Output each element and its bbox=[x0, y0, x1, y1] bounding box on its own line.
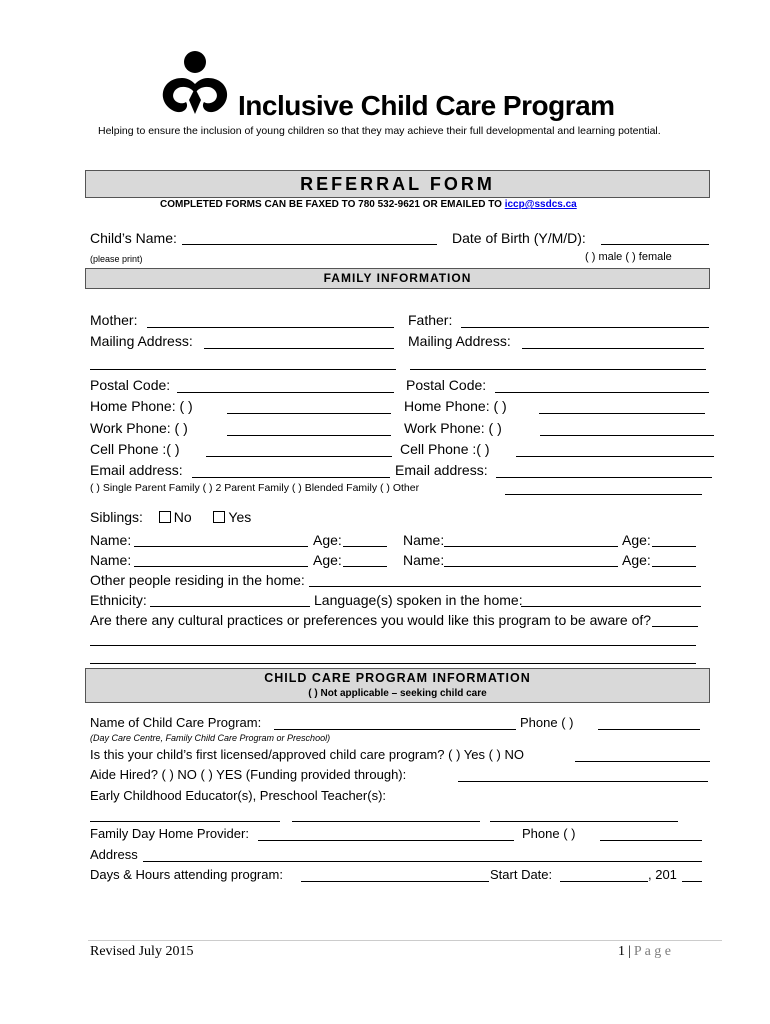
ethnicity-field[interactable] bbox=[150, 606, 310, 607]
sibling4-age-label: Age: bbox=[622, 552, 651, 568]
sibling3-name-label: Name: bbox=[90, 552, 132, 568]
mother-postal-label: Postal Code: bbox=[90, 377, 171, 393]
page-number: 1 | P a g e bbox=[618, 944, 672, 959]
siblings-label: Siblings: bbox=[90, 509, 143, 525]
father-cell-phone-label: Cell Phone :( ) bbox=[400, 441, 490, 457]
father-email-field[interactable] bbox=[496, 477, 712, 478]
sibling3-age-label: Age: bbox=[313, 552, 342, 568]
sibling2-name-label: Name: bbox=[403, 532, 445, 548]
family-info-header bbox=[85, 268, 710, 289]
tagline: Helping to ensure the inclusion of young children so that they may achieve their full developmental and learning potential. bbox=[98, 125, 661, 137]
submission-instructions bbox=[160, 199, 577, 210]
days-hours-label: Days & Hours attending program: bbox=[90, 867, 283, 882]
father-work-phone-label: Work Phone: ( ) bbox=[404, 420, 502, 436]
start-date-label: Start Date: bbox=[490, 867, 553, 882]
program-logo-icon bbox=[152, 48, 238, 120]
cultural-line3[interactable] bbox=[90, 663, 696, 664]
educators-label: Early Childhood Educator(s), Preschool Teacher(s): bbox=[90, 788, 387, 803]
gender-options[interactable]: ( ) male ( ) female bbox=[585, 251, 672, 263]
father-label: Father: bbox=[408, 312, 453, 328]
sibling1-name-field[interactable] bbox=[134, 546, 308, 547]
father-mailing-line2[interactable] bbox=[410, 369, 706, 370]
childs-name-label: Child’s Name: bbox=[90, 230, 177, 246]
form-title-box bbox=[85, 170, 710, 198]
father-mailing-label: Mailing Address: bbox=[408, 333, 511, 349]
mother-mailing-line2[interactable] bbox=[90, 369, 396, 370]
father-email-label: Email address: bbox=[395, 462, 488, 478]
mother-home-phone-label: Home Phone: ( ) bbox=[90, 398, 193, 414]
revised-date: Revised July 2015 bbox=[90, 944, 194, 959]
father-mailing-field[interactable] bbox=[522, 348, 704, 349]
sibling3-name-field[interactable] bbox=[134, 566, 308, 567]
cultural-question: Are there any cultural practices or preferences you would like this program to be aware of? bbox=[90, 612, 652, 628]
sibling4-name-field[interactable] bbox=[444, 566, 618, 567]
fdh-phone-label: Phone ( ) bbox=[522, 826, 576, 841]
mother-mailing-label: Mailing Address: bbox=[90, 333, 193, 349]
siblings-yes-label: Yes bbox=[228, 509, 252, 525]
mother-email-field[interactable] bbox=[192, 477, 390, 478]
siblings-no-checkbox[interactable] bbox=[159, 511, 171, 523]
father-home-phone-label: Home Phone: ( ) bbox=[404, 398, 507, 414]
program-phone-field[interactable] bbox=[598, 729, 700, 730]
sibling2-age-field[interactable] bbox=[652, 546, 696, 547]
not-applicable-option[interactable]: ( ) Not applicable – seeking child care bbox=[308, 688, 487, 699]
address-field[interactable] bbox=[143, 861, 702, 862]
fdh-provider-label: Family Day Home Provider: bbox=[90, 826, 249, 841]
mother-postal-field[interactable] bbox=[177, 392, 394, 393]
page-num-value: 1 bbox=[618, 944, 625, 959]
mother-cell-phone-field[interactable] bbox=[206, 456, 392, 457]
cultural-line2[interactable] bbox=[90, 645, 696, 646]
program-type-hint: (Day Care Centre, Family Child Care Program or Preschool) bbox=[90, 733, 331, 743]
sibling1-name-label: Name: bbox=[90, 532, 132, 548]
educator-field-2[interactable] bbox=[292, 821, 480, 822]
sibling2-name-field[interactable] bbox=[444, 546, 618, 547]
father-work-phone-field[interactable] bbox=[540, 435, 714, 436]
childcare-info-header bbox=[85, 668, 710, 703]
sibling4-name-label: Name: bbox=[403, 552, 445, 568]
instructions-text: COMPLETED FORMS CAN BE FAXED TO 780 532-9621 OR EMAILED TO bbox=[160, 199, 505, 210]
mother-email-label: Email address: bbox=[90, 462, 183, 478]
ethnicity-label: Ethnicity: bbox=[90, 592, 147, 608]
program-name-label: Name of Child Care Program: bbox=[90, 715, 262, 730]
start-date-field[interactable] bbox=[560, 881, 648, 882]
address-label: Address bbox=[90, 847, 138, 862]
educator-field-3[interactable] bbox=[490, 821, 678, 822]
educator-field-1[interactable] bbox=[90, 821, 280, 822]
father-field[interactable] bbox=[461, 327, 709, 328]
mother-label: Mother: bbox=[90, 312, 138, 328]
siblings-row bbox=[90, 509, 251, 525]
please-print-note: (please print) bbox=[90, 254, 143, 264]
father-postal-field[interactable] bbox=[495, 392, 709, 393]
other-people-label: Other people residing in the home: bbox=[90, 572, 305, 588]
language-field[interactable] bbox=[521, 606, 701, 607]
year-field[interactable] bbox=[682, 881, 702, 882]
program-phone-label: Phone ( ) bbox=[520, 715, 574, 730]
family-info-title: FAMILY INFORMATION bbox=[323, 271, 472, 285]
aide-question[interactable]: Aide Hired? ( ) NO ( ) YES (Funding provided through): bbox=[90, 767, 407, 782]
sibling4-age-field[interactable] bbox=[652, 566, 696, 567]
days-hours-field[interactable] bbox=[301, 881, 489, 882]
form-title: REFERRAL FORM bbox=[300, 174, 495, 194]
mother-mailing-field[interactable] bbox=[204, 348, 394, 349]
page-word: P a g e bbox=[633, 944, 672, 959]
other-people-field[interactable] bbox=[309, 586, 701, 587]
family-type-other-field[interactable] bbox=[505, 494, 702, 495]
sibling3-age-field[interactable] bbox=[343, 566, 387, 567]
year-suffix: , 201 bbox=[648, 867, 677, 882]
program-title: Inclusive Child Care Program bbox=[238, 90, 615, 121]
dob-field[interactable] bbox=[601, 244, 709, 245]
cultural-field[interactable] bbox=[652, 626, 698, 627]
father-cell-phone-field[interactable] bbox=[516, 456, 714, 457]
siblings-yes-checkbox[interactable] bbox=[213, 511, 225, 523]
mother-work-phone-field[interactable] bbox=[227, 435, 391, 436]
father-home-phone-field[interactable] bbox=[539, 413, 705, 414]
mother-home-phone-field[interactable] bbox=[227, 413, 391, 414]
family-type-options[interactable]: ( ) Single Parent Family ( ) 2 Parent Family ( ) Blended Family ( ) Other bbox=[90, 482, 420, 494]
dob-label: Date of Birth (Y/M/D): bbox=[452, 230, 586, 246]
siblings-no-label: No bbox=[173, 509, 192, 525]
fdh-provider-field[interactable] bbox=[258, 840, 514, 841]
sibling1-age-label: Age: bbox=[313, 532, 342, 548]
mother-work-phone-label: Work Phone: ( ) bbox=[90, 420, 188, 436]
sibling1-age-field[interactable] bbox=[343, 546, 387, 547]
footer-divider bbox=[88, 940, 722, 941]
mother-cell-phone-label: Cell Phone :( ) bbox=[90, 441, 180, 457]
childs-name-field[interactable] bbox=[182, 244, 437, 245]
program-name-field[interactable] bbox=[274, 729, 516, 730]
mother-field[interactable] bbox=[147, 327, 394, 328]
aide-funding-field[interactable] bbox=[458, 781, 708, 782]
sibling2-age-label: Age: bbox=[622, 532, 651, 548]
first-program-field[interactable] bbox=[575, 761, 710, 762]
first-program-question[interactable]: Is this your child’s first licensed/approved child care program? ( ) Yes ( ) NO bbox=[90, 747, 524, 762]
language-label: Language(s) spoken in the home: bbox=[314, 592, 523, 608]
email-link[interactable]: iccp@ssdcs.ca bbox=[504, 199, 577, 210]
fdh-phone-field[interactable] bbox=[600, 840, 702, 841]
childcare-info-title: CHILD CARE PROGRAM INFORMATION bbox=[264, 671, 531, 685]
father-postal-label: Postal Code: bbox=[406, 377, 487, 393]
